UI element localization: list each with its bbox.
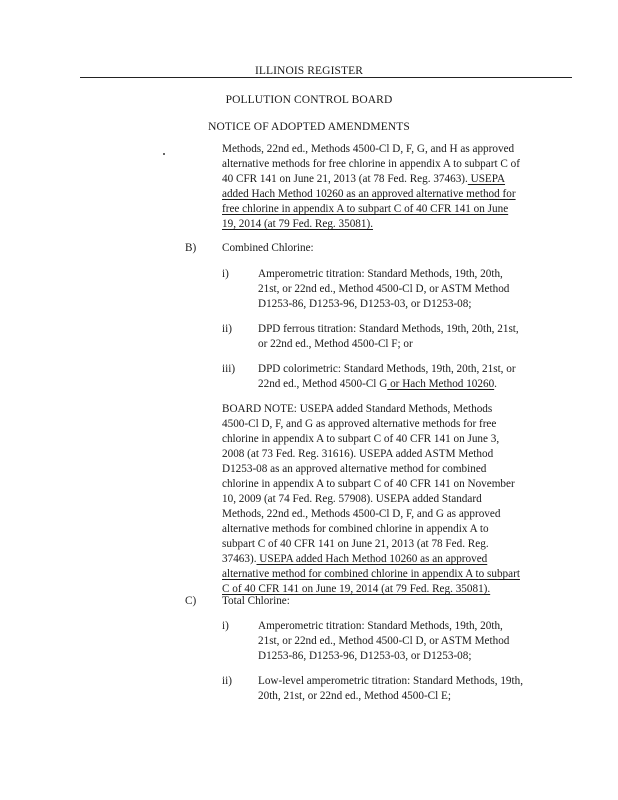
item-label: ii) [222,323,232,335]
total-item-ii [258,674,523,704]
combined-item-iii [258,362,516,392]
board-note-combined [222,402,520,597]
section-title-combined: Combined Chlorine: [222,242,314,254]
inserted-text: free chlorine in appendix A to subpart C of 40 CFR 141 on June [222,203,509,215]
inserted-text: USEPA [467,173,506,185]
text-span: 40 CFR 141 on June 21, 2013 (at 78 Fed. Reg. 37463). [222,173,468,185]
section-label-c: C) [185,595,197,607]
total-item-i [258,619,509,664]
notice-title: NOTICE OF ADOPTED AMENDMENTS [208,121,410,133]
scan-speck [163,153,165,155]
text-line: alternative methods for free chlorine in appendix A to subpart C of [222,158,520,170]
text-line: DPD ferrous titration: Standard Methods, 19th, 20th, 21st, [258,323,519,335]
text-line [222,172,520,187]
intro-paragraph [222,142,520,232]
text-line: Amperometric titration: Standard Methods, 19th, 20th, [258,620,503,632]
inserted-text: USEPA added Hach Method 10260 as an approved [256,553,488,565]
text-line: 21st, or 22nd ed., Method 4500-Cl D, or ASTM Method [258,283,510,295]
item-label: iii) [222,363,236,375]
text-line [258,377,516,392]
text-span: 22nd ed., Method 4500-Cl G [258,378,388,390]
text-line: Amperometric titration: Standard Methods, 19th, 20th, [258,268,503,280]
inserted-text: alternative method for combined chlorine in appendix A to subpart [222,568,520,580]
text-line: 10, 2009 (at 74 Fed. Reg. 57908). USEPA added Standard [222,493,482,505]
text-line: Low-level amperometric titration: Standard Methods, 19th, [258,675,524,687]
item-label: i) [222,268,229,280]
combined-item-ii [258,322,519,352]
text-line: 2008 (at 73 Fed. Reg. 31616). USEPA added ASTM Method [222,448,494,460]
text-line: D1253-86, D1253-96, D1253-03, or D1253-08; [258,650,472,662]
text-line: 4500-Cl D, F, and G as approved alternative methods for free [222,418,497,430]
text-line: 20th, 21st, or 22nd ed., Method 4500-Cl E; [258,690,451,702]
text-line: chlorine in appendix A to subpart C of 40 CFR 141 on June 3, [222,433,500,445]
text-span: 37463). [222,553,257,565]
inserted-text: added Hach Method 10260 as an approved alternative method for [222,188,516,200]
text-line: D1253-86, D1253-96, D1253-03, or D1253-08; [258,298,472,310]
register-header: ILLINOIS REGISTER [254,65,364,77]
board-title: POLLUTION CONTROL BOARD [225,94,393,106]
text-line: chlorine in appendix A to subpart C of 40 CFR 141 on November [222,478,515,490]
text-line: subpart C of 40 CFR 141 on June 21, 2013 (at 78 Fed. Reg. [222,538,489,550]
text-line: D1253-08 as an approved alternative method for combined [222,463,487,475]
text-line: Methods, 22nd ed., Methods 4500-Cl D, F, G, and H as approved [222,143,515,155]
text-line: DPD colorimetric: Standard Methods, 19th, 20th, 21st, or [258,363,516,375]
text-line [222,552,520,567]
text-line: alternative methods for combined chlorine in appendix A to [222,523,489,535]
inserted-text: C of 40 CFR 141 on June 19, 2014 (at 79 Fed. Reg. 35081). [222,583,491,595]
text-line: Methods, 22nd ed., Methods 4500-Cl D, F, and G as approved [222,508,501,520]
inserted-text: 19, 2014 (at 79 Fed. Reg. 35081). [222,218,374,230]
inserted-text: or Hach Method 10260 [387,378,495,390]
text-line: BOARD NOTE: USEPA added Standard Methods, Methods [222,403,493,415]
item-label: i) [222,620,229,632]
text-line: or 22nd ed., Method 4500-Cl F; or [258,338,413,350]
item-label: ii) [222,675,232,687]
section-label-b: B) [185,242,197,254]
text-line: 21st, or 22nd ed., Method 4500-Cl D, or ASTM Method [258,635,510,647]
header-rule [80,77,572,78]
text-span: . [494,378,497,390]
combined-item-i [258,267,509,312]
section-title-total: Total Chlorine: [222,595,290,607]
